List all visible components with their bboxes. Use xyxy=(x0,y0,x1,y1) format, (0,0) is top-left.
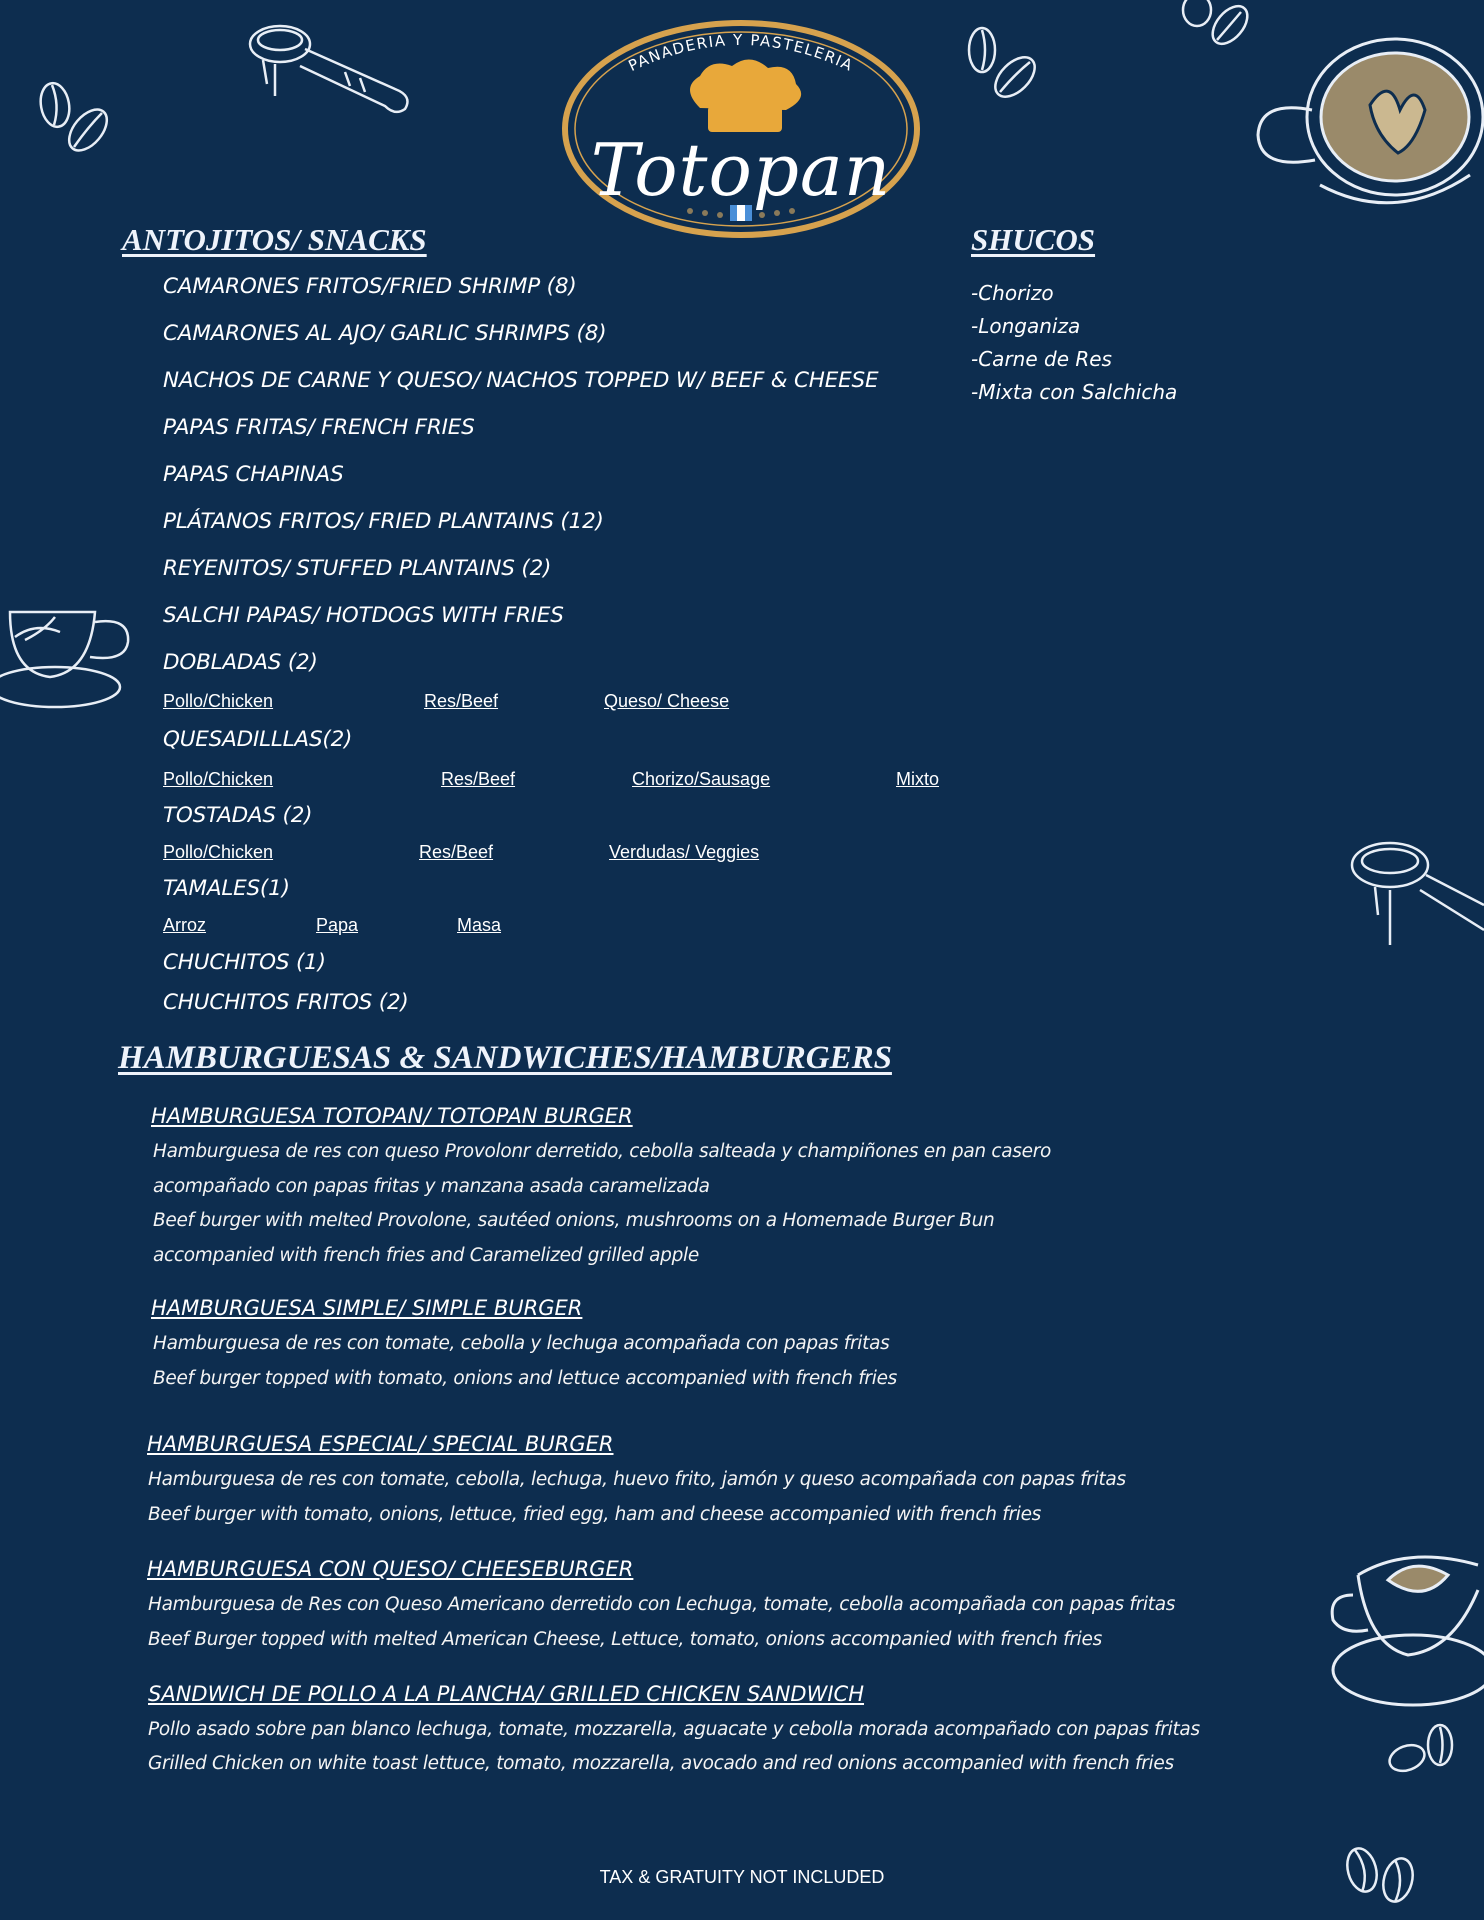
burger-title: SANDWICH DE POLLO A LA PLANCHA/ GRILLED CHICKEN SANDWICH xyxy=(148,1682,865,1706)
tostadas-option[interactable]: Res/Beef xyxy=(419,842,494,862)
quesadillas-option[interactable]: Pollo/Chicken xyxy=(163,769,274,789)
coffee-beans-icon xyxy=(30,75,120,165)
shuco-item: -Mixta con Salchicha xyxy=(971,380,1178,404)
snack-item: CHUCHITOS FRITOS (2) xyxy=(163,990,409,1015)
portafilter-icon xyxy=(1350,835,1484,950)
tostadas-option[interactable]: Pollo/Chicken xyxy=(163,842,274,862)
burger-title: HAMBURGUESA CON QUESO/ CHEESEBURGER xyxy=(147,1557,634,1581)
snack-item: PLÁTANOS FRITOS/ FRIED PLANTAINS (12) xyxy=(163,509,604,534)
coffee-cup-icon xyxy=(1328,1535,1484,1710)
snack-item: TAMALES(1) xyxy=(163,876,290,901)
burger-description: Beef burger with tomato, onions, lettuce, fried egg, ham and cheese accompanied with french fries xyxy=(148,1504,1042,1525)
logo-arc-text: PANADERIA Y PASTELERIA xyxy=(625,30,857,76)
snack-item: CAMARONES FRITOS/FRIED SHRIMP (8) xyxy=(163,274,577,299)
snack-item: QUESADILLLAS(2) xyxy=(163,727,353,752)
quesadillas-option[interactable]: Chorizo/Sausage xyxy=(632,769,771,789)
snack-item: SALCHI PAPAS/ HOTDOGS WITH FRIES xyxy=(163,603,564,628)
snack-item: PAPAS FRITAS/ FRENCH FRIES xyxy=(163,415,475,440)
quesadillas-option[interactable]: Mixto xyxy=(896,769,940,789)
snack-item: CAMARONES AL AJO/ GARLIC SHRIMPS (8) xyxy=(163,321,607,346)
coffee-beans-icon xyxy=(1385,1720,1460,1780)
shuco-item: -Longaniza xyxy=(971,314,1081,338)
burger-description: Grilled Chicken on white toast lettuce, tomato, mozzarella, avocado and red onions accompanied with french fries xyxy=(148,1753,1174,1774)
tamales-option[interactable]: Papa xyxy=(316,915,359,935)
dobladas-option[interactable]: Pollo/Chicken xyxy=(163,691,274,711)
shuco-item: -Carne de Res xyxy=(971,347,1112,371)
burger-description: Hamburguesa de res con queso Provolonr derretido, cebolla salteada y champiñones en pan casero xyxy=(153,1141,1052,1162)
burger-title: HAMBURGUESA SIMPLE/ SIMPLE BURGER xyxy=(151,1296,583,1320)
burger-description: accompanied with french fries and Caramelized grilled apple xyxy=(153,1245,699,1266)
snack-item: TOSTADAS (2) xyxy=(163,803,313,828)
burger-description: Beef burger with melted Provolone, sautéed onions, mushrooms on a Homemade Burger Bun xyxy=(153,1210,995,1231)
snack-item: CHUCHITOS (1) xyxy=(163,950,326,975)
shucos-section-title: SHUCOS xyxy=(971,222,1096,257)
quesadillas-option[interactable]: Res/Beef xyxy=(441,769,516,789)
logo-brand-name: Totopan xyxy=(590,128,892,212)
snack-item: REYENITOS/ STUFFED PLANTAINS (2) xyxy=(163,556,552,581)
portafilter-icon xyxy=(245,14,420,124)
shuco-item: -Chorizo xyxy=(971,281,1054,305)
tamales-option[interactable]: Masa xyxy=(457,915,502,935)
burger-title: HAMBURGUESA TOTOPAN/ TOTOPAN BURGER xyxy=(151,1104,633,1128)
burger-description: Hamburguesa de Res con Queso Americano derretido con Lechuga, tomate, cebolla acompañada con papas fritas xyxy=(148,1594,1176,1615)
footer-note: TAX & GRATUITY NOT INCLUDED xyxy=(599,1867,885,1887)
burger-description: Beef Burger topped with melted American Cheese, Lettuce, tomato, onions accompanied with french fries xyxy=(148,1629,1102,1650)
coffee-beans-icon xyxy=(960,22,1050,107)
dobladas-option[interactable]: Res/Beef xyxy=(424,691,499,711)
coffee-cup-icon xyxy=(0,592,135,712)
burger-title: HAMBURGUESA ESPECIAL/ SPECIAL BURGER xyxy=(147,1432,614,1456)
latte-cup-icon xyxy=(1250,35,1484,215)
snacks-section-title: ANTOJITOS/ SNACKS xyxy=(122,222,427,257)
tostadas-option[interactable]: Verdudas/ Veggies xyxy=(609,842,760,862)
totopan-logo xyxy=(560,18,922,240)
snack-item: DOBLADAS (2) xyxy=(163,650,318,675)
burger-description: Beef burger topped with tomato, onions and lettuce accompanied with french fries xyxy=(153,1368,897,1389)
burger-description: Pollo asado sobre pan blanco lechuga, tomate, mozzarella, aguacate y cebolla morada acompañado con papas fritas xyxy=(148,1719,1200,1740)
burger-description: acompañado con papas fritas y manzana asada caramelizada xyxy=(153,1176,710,1197)
snack-item: NACHOS DE CARNE Y QUESO/ NACHOS TOPPED W/ BEEF & CHEESE xyxy=(163,368,879,393)
coffee-beans-icon xyxy=(1175,0,1255,55)
snack-item: PAPAS CHAPINAS xyxy=(163,462,344,487)
burgers-section-title: HAMBURGUESAS & SANDWICHES/HAMBURGERS xyxy=(118,1040,892,1076)
dobladas-option[interactable]: Queso/ Cheese xyxy=(604,691,730,711)
burger-description: Hamburguesa de res con tomate, cebolla y lechuga acompañada con papas fritas xyxy=(153,1333,890,1354)
tamales-option[interactable]: Arroz xyxy=(163,915,207,935)
burger-description: Hamburguesa de res con tomate, cebolla, lechuga, huevo frito, jamón y queso acompañada con papas fritas xyxy=(148,1469,1126,1490)
